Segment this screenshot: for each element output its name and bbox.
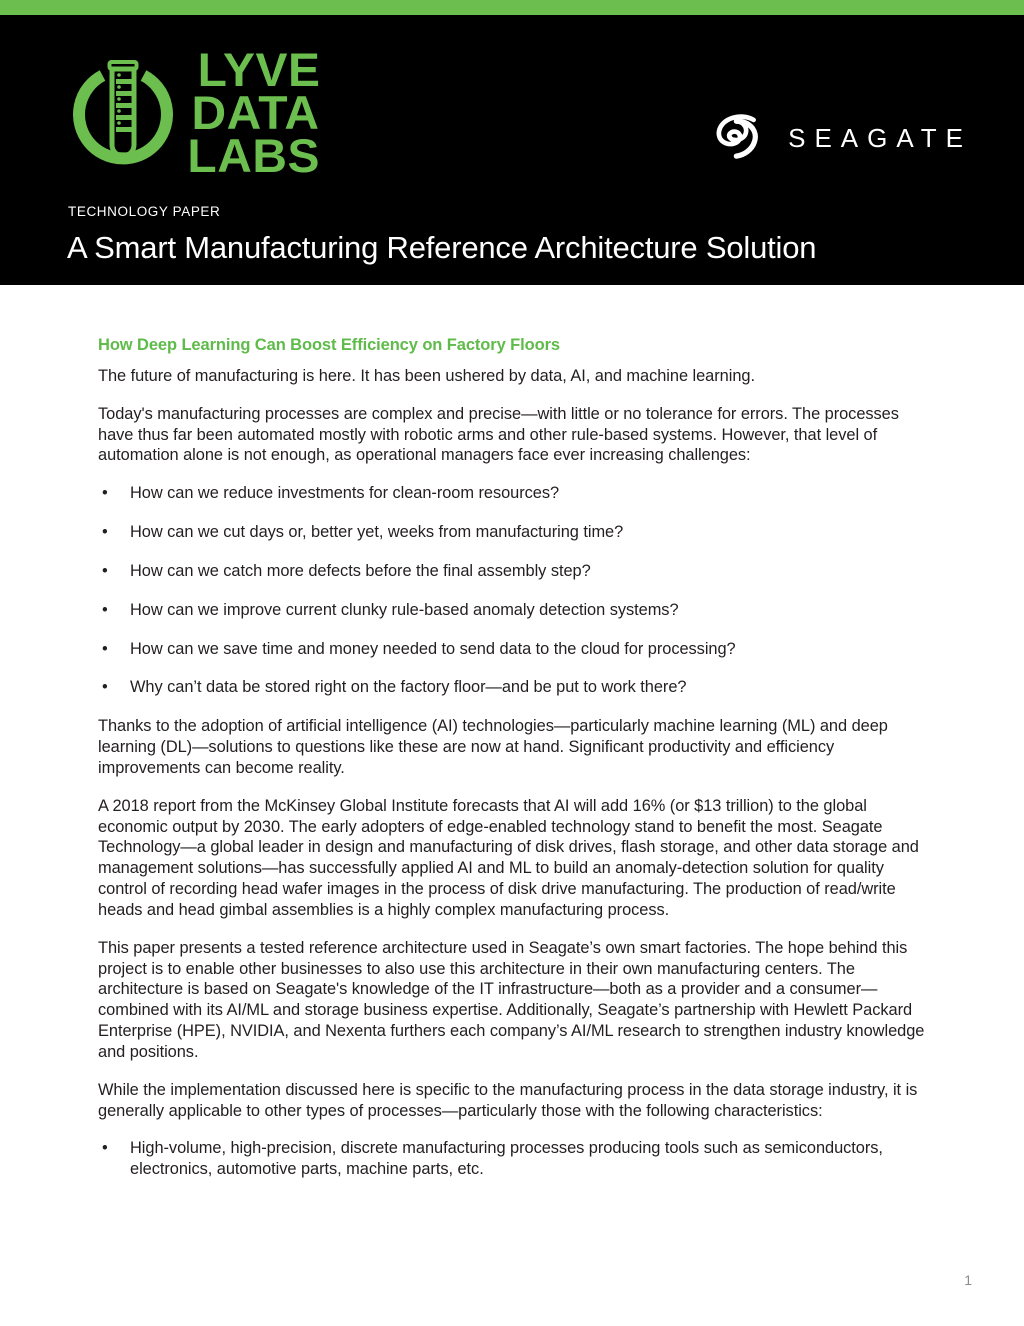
document-kicker: TECHNOLOGY PAPER: [68, 204, 221, 219]
list-item: [98, 600, 936, 621]
list-item: [98, 1138, 936, 1180]
lyve-wordmark-line-2: DATA: [191, 86, 320, 140]
lyve-wordmark-line-3: LABS: [187, 129, 320, 183]
bullet-icon: •: [102, 561, 108, 580]
bullet-icon: •: [102, 523, 108, 542]
lyve-wordmark-line-1: LYVE: [197, 43, 320, 96]
top-green-rule: [0, 0, 1024, 15]
lyve-power-flask-icon: [68, 49, 178, 177]
list-item: [98, 639, 936, 660]
list-item-label: Why can’t data be stored right on the factory floor—and be put to work there?: [130, 678, 687, 697]
bullet-icon: •: [102, 484, 108, 503]
mckinsey-paragraph: A 2018 report from the McKinsey Global Institute forecasts that AI will add 16% (or $13 trillion) to the global economic output by 2030. The early adopters of edge-enabled technology stand to benefit the most. Seagate Technology—a global leader in design and manufacturing of disk drives, flash storage, and other data storage and management solutions—has successfully applied AI and ML to build an anomaly-detection solution for quality control of recording head wafer images in the process of disk drive manufacturing. The production of read/write heads and head gimbal assemblies is a highly complex manufacturing process.: [98, 796, 919, 919]
document-body: [98, 336, 936, 1190]
bullet-icon: •: [102, 1139, 108, 1158]
list-item: [98, 561, 936, 582]
bullet-icon: •: [102, 678, 108, 697]
reference-architecture-paragraph: This paper presents a tested reference architecture used in Seagate’s own smart factories. The hope behind this project is to enable other businesses to also use this architecture in their own manufacturing centers. The architecture is based on Seagate's knowledge of the IT infrastructure—both as a provider and a consumer—combined with its AI/ML and storage business expertise. Additionally, Seagate’s partnership with Hewlett Packard Enterprise (HPE), NVIDIA, and Nexenta furthers each company’s AI/ML research to strengthen industry knowledge and positions.: [98, 938, 925, 1061]
list-item-label: High-volume, high-precision, discrete manufacturing processes producing tools such as semiconductors, electronics, automotive parts, machine parts, etc.: [130, 1139, 883, 1179]
list-item-label: How can we save time and money needed to send data to the cloud for processing?: [130, 639, 736, 658]
list-item-label: How can we improve current clunky rule-based anomaly detection systems?: [130, 600, 679, 619]
list-item-label: How can we reduce investments for clean-room resources?: [130, 484, 560, 503]
page-title: A Smart Manufacturing Reference Architecture Solution: [67, 230, 817, 265]
challenges-list: [98, 483, 936, 698]
context-paragraph: Today's manufacturing processes are complex and precise—with little or no tolerance for errors. The processes have thus far been automated mostly with robotic arms and other rule-based systems. However, that level of automation alone is not enough, as operational managers face ever increasing challenges:: [98, 404, 899, 465]
section-heading: How Deep Learning Can Boost Efficiency on Factory Floors: [98, 336, 560, 354]
seagate-wordmark: SEAGATE: [788, 122, 972, 153]
list-item-label: How can we cut days or, better yet, weeks from manufacturing time?: [130, 523, 624, 542]
bullet-icon: •: [102, 600, 108, 619]
page-number: 1: [964, 1272, 972, 1288]
ai-adoption-paragraph: Thanks to the adoption of artificial intelligence (AI) technologies—particularly machine learning (ML) and deep learning (DL)—solutions to questions like these are now at hand. Significant productivity and efficiency improvements can become reality.: [98, 717, 888, 777]
list-item: [98, 483, 936, 504]
seagate-logo: [711, 109, 972, 167]
applicability-paragraph: While the implementation discussed here is specific to the manufacturing process in the data storage industry, it is generally applicable to other types of processes—particularly those with the following characteristics:: [98, 1080, 918, 1120]
list-item: [98, 677, 936, 698]
characteristics-list: [98, 1138, 936, 1180]
document-header-band: [0, 15, 1024, 285]
lyve-wordmark: [187, 43, 320, 183]
list-item-label: How can we catch more defects before the final assembly step?: [130, 561, 591, 580]
list-item: [98, 522, 936, 543]
bullet-icon: •: [102, 639, 108, 658]
intro-paragraph: The future of manufacturing is here. It has been ushered by data, AI, and machine learning.: [98, 367, 755, 385]
seagate-spiral-icon: [711, 109, 769, 167]
lyve-data-labs-logo: [68, 43, 320, 183]
